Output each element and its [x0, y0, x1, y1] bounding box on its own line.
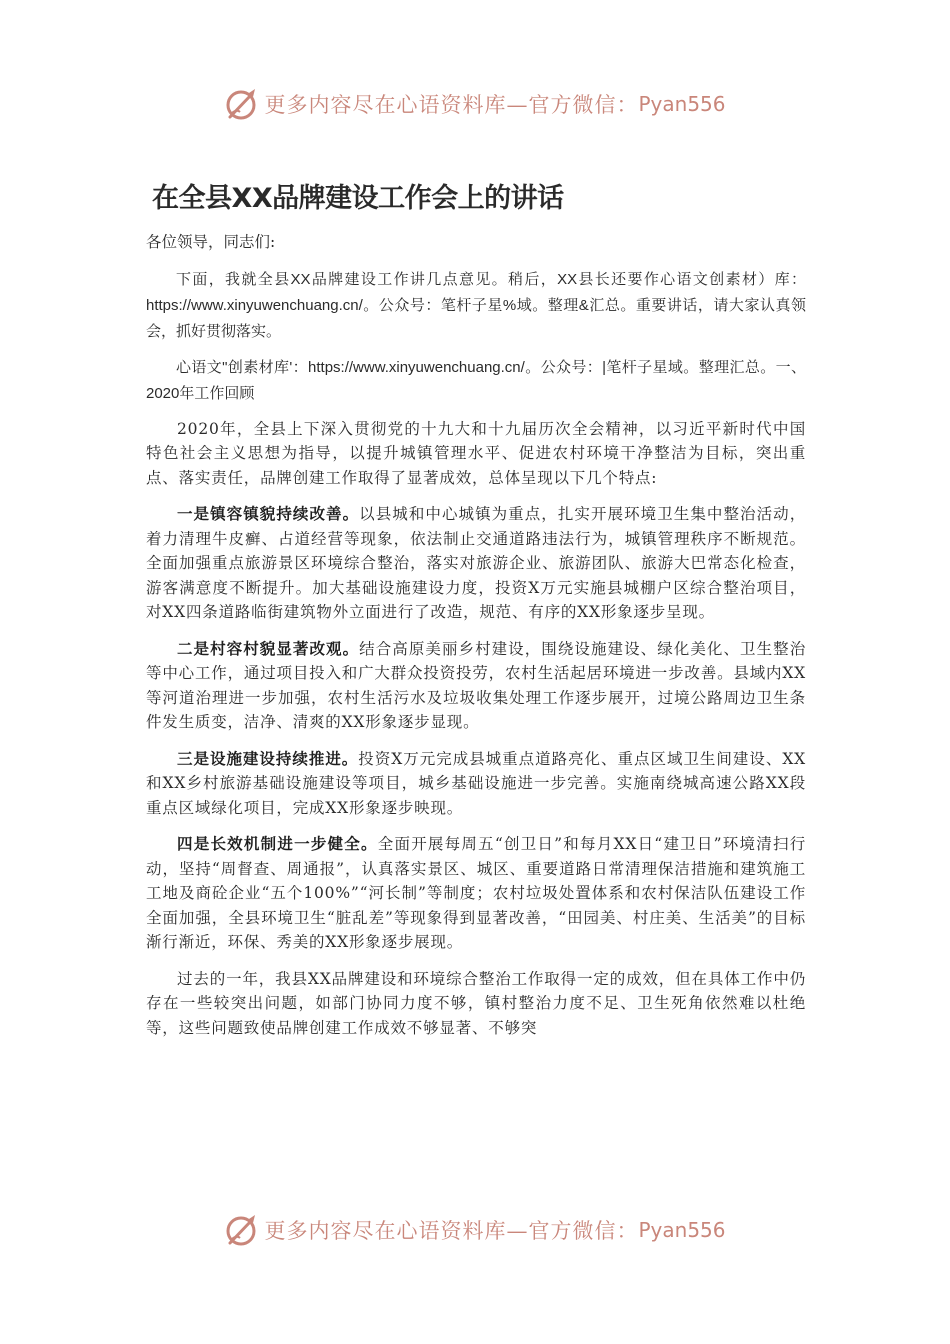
- watermark-text: 更多内容尽在心语资料库—官方微信：: [264, 93, 639, 117]
- watermark-banner-bottom: [0, 1208, 950, 1252]
- watermark-text: 更多内容尽在心语资料库—官方微信：: [264, 1219, 639, 1243]
- greeting: 各位领导，同志们:: [146, 233, 276, 251]
- point-paragraph-4: [146, 832, 806, 955]
- point-paragraph-3: [146, 747, 806, 821]
- wechat-id: Pyan556: [638, 1218, 726, 1242]
- brush-logo-icon: [224, 86, 260, 122]
- point-text-4: 全面开展每周五“创卫日”和每月XX日“建卫日”环境清扫行动，坚持“周督查、周通报”，认真落实景区、城区、重要道路日常清理保洁措施和建筑施工工地及商砼企业“五个100%”“河长制”等制度；农村垃圾处置体系和农村保洁队伍建设工作全面加强，全县环境卫生“脏乱差”等现象得到显著改善，“田园美、村庄美、生活美”的目标渐行渐近，环保、秀美的XX形象逐步展现。: [146, 835, 806, 951]
- watermark-banner-top: [0, 82, 950, 126]
- wechat-id: Pyan556: [638, 92, 726, 116]
- brush-logo-icon: [224, 1212, 260, 1248]
- point-text-2: 结合高原美丽乡村建设，围绕设施建设、绿化美化、卫生整治等中心工作，通过项目投入和广大群众投资投劳，农村生活起居环境进一步改善。县域内XX等河道治理进一步加强，农村生活污水及垃圾收集处理工作逐步展开，过境公路周边卫生条件发生质变，洁净、清爽的XX形象逐步显现。: [146, 639, 806, 731]
- section-heading-paragraph: 心语文"创素材库'：https://www.xinyuwenchuang.cn/。公众号：|笔杆子星域。整理汇总。一、2020年工作回顾: [146, 358, 806, 402]
- overview-paragraph: 2020年，全县上下深入贯彻党的十九大和十九届历次全会精神，以习近平新时代中国特色社会主义思想为指导，以提升城镇管理水平、促进农村环境干净整洁为目标，突出重点、落实责任，品牌创建工作取得了显著成效，总体呈现以下几个特点:: [146, 419, 806, 487]
- point-text-3: 投资X万元完成县城重点道路亮化、重点区域卫生间建设、XX和XX乡村旅游基础设施建设等项目，城乡基础设施进一步完善。实施南绕城高速公路XX段重点区域绿化项目，完成XX形象逐步映现。: [146, 749, 806, 817]
- point-paragraph-1: [146, 502, 806, 625]
- closing-paragraph: 过去的一年，我县XX品牌建设和环境综合整治工作取得一定的成效，但在具体工作中仍存在一些较突出问题，如部门协同力度不够，镇村整治力度不足、卫生死角依然难以杜绝等，这些问题致使品牌创建工作成效不够显著、不够突: [146, 969, 806, 1037]
- document-body: [146, 230, 806, 1052]
- point-text-1: 以县城和中心城镇为重点，扎实开展环境卫生集中整治活动，着力清理牛皮癣、占道经营等现象，依法制止交通道路违法行为，城镇管理秩序不断规范。全面加强重点旅游景区环境综合整治，落实对旅游企业、旅游团队、旅游大巴常态化检查，游客满意度不断提升。加大基础设施建设力度，投资X万元实施县城棚户区综合整治项目，对XX四条道路临街建筑物外立面进行了改造，规范、有序的XX形象逐步呈现。: [146, 505, 806, 621]
- point-paragraph-2: [146, 637, 806, 735]
- point-lead-3: 三是设施建设持续推进。: [177, 748, 359, 768]
- intro-paragraph: 下面，我就全县XX品牌建设工作讲几点意见。稍后，XX县长还要作心语文创素材）库：https://www.xinyuwenchuang.cn/。公众号：笔杆子星%域。整理&汇总。重要讲话，请大家认真领会，抓好贯彻落实。: [146, 270, 806, 340]
- document-title: 在全县XX品牌建设工作会上的讲话: [152, 183, 564, 214]
- point-lead-2: 二是村容村貌显著改观。: [177, 638, 360, 658]
- point-lead-1: 一是镇容镇貌持续改善。: [177, 504, 360, 523]
- point-lead-4: 四是长效机制进一步健全。: [177, 834, 378, 853]
